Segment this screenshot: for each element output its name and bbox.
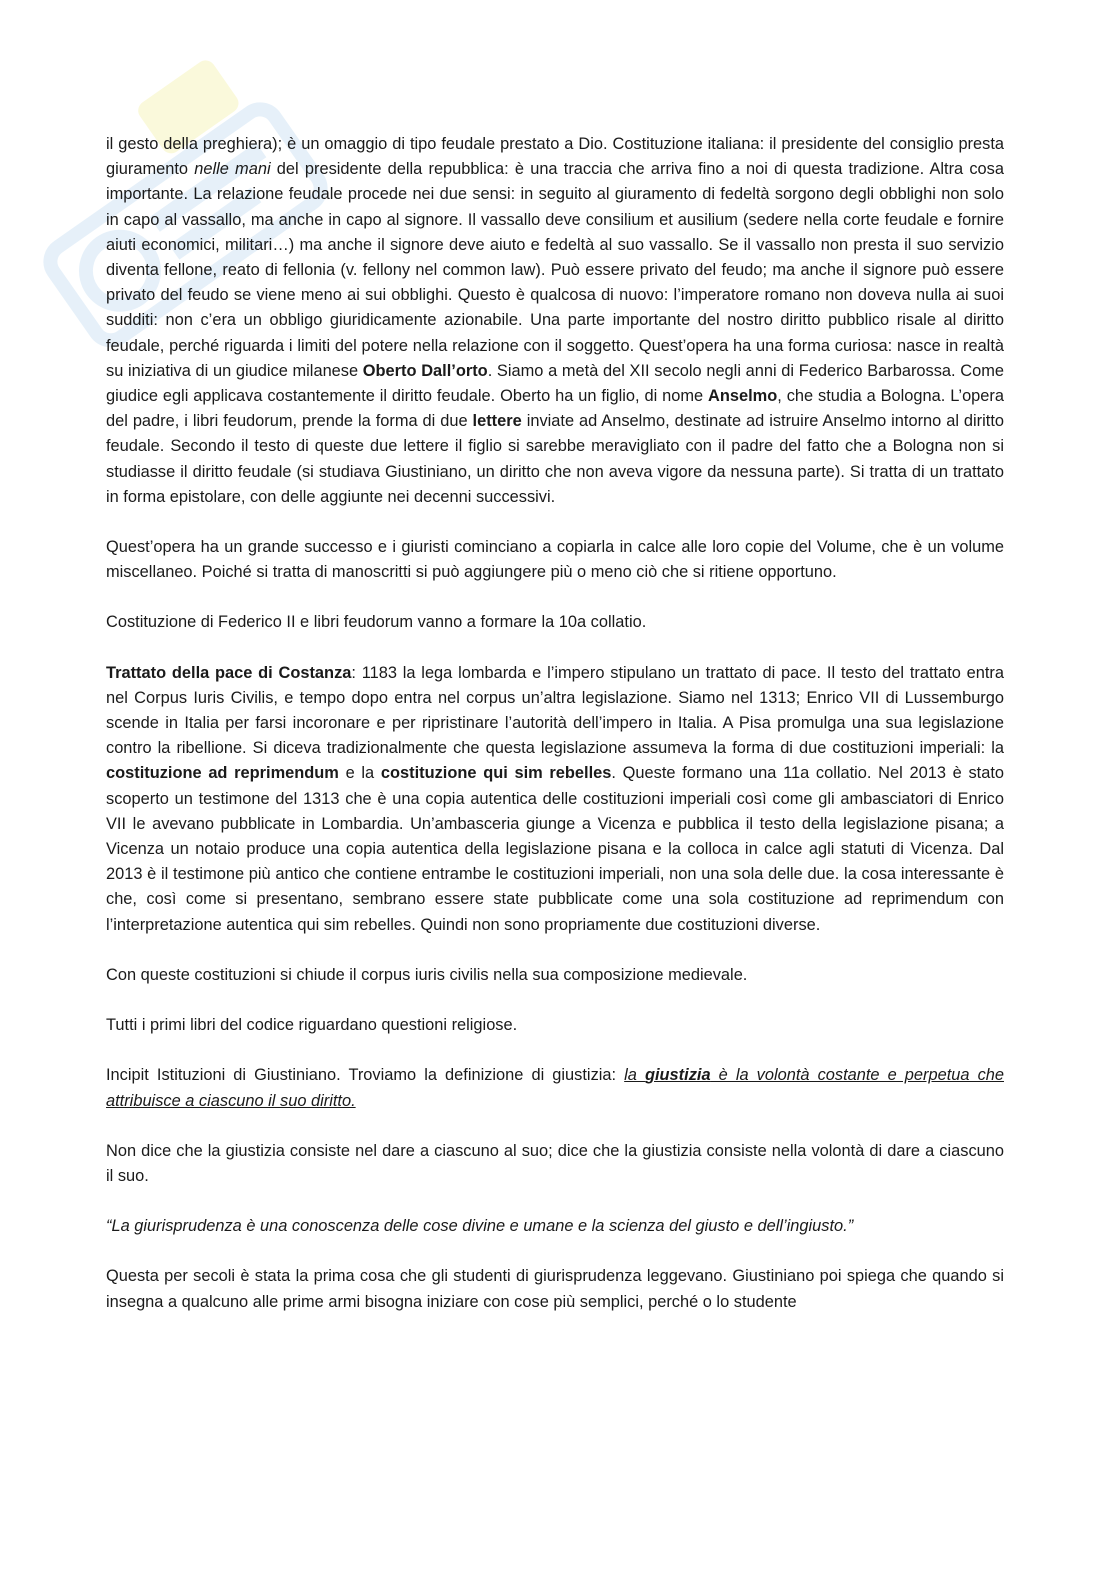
quote-giurisprudenza: “La giurisprudenza è una conoscenza delle cose divine e umane e la scienza del giusto e dell’ingiusto.” xyxy=(106,1217,854,1236)
heading-trattato-costanza: Trattato della pace di Costanza xyxy=(106,663,352,682)
paragraph-2: Quest’opera ha un grande successo e i giuristi cominciano a copiarla in calce alle loro copie del Volume, che è un volume miscellaneo. Poiché si tratta di manoscritti si può aggiungere più o meno ciò che si ritiene opportuno. xyxy=(106,538,1004,582)
bold-name-oberto: Oberto Dall’orto xyxy=(362,361,488,380)
bold-costituzione-qui-sim-rebelles: costituzione qui sim rebelles xyxy=(380,764,612,783)
paragraph-4: Trattato della pace di Costanza: 1183 la lega lombarda e l’impero stipulano un trattato di pace. Il testo del trattato entra nel Corpus Iuris Civilis, e tempo dopo entra nel corpus un’altra legislazione. Siamo nel 1313; Enrico VII di Lussemburgo scende in Italia per farsi incoronare e per ripristinare l’autorità dell’impero in Italia. A Pisa promulga una sua legislazione contro la ribellione. Si diceva tradizionalmente che questa legislazione assumeva la forma di due costituzioni imperiali: la costituzione ad reprimendum e la costituzione qui sim rebelles. Queste formano una 11a collatio. Nel 2013 è stato scoperto un testimone del 1313 che è una copia autentica delle costituzioni imperiali così come gli ambasciatori di Enrico VII le avevano pubblicate in Lombardia. Un’ambasceria giunge a Vicenza e pubblica il testo della legislazione pisana; a Vicenza un notaio produce una copia autentica della legislazione pisana e la colloca in calce agli statuti di Vicenza. Dal 2013 è il testimone più antico che contiene entrambe le costituzioni imperiali, non una sola delle due. la cosa interessante è che, così come si presentano, sembrano essere state pubblicate come una sola costituzione ad reprimendum con l’interpretazione autentica qui sim rebelles. Quindi non sono propriamente due costituzioni diverse. xyxy=(106,663,1005,934)
paragraph-5: Con queste costituzioni si chiude il corpus iuris civilis nella sua composizione medievale. xyxy=(106,965,748,984)
paragraph-3: Costituzione di Federico II e libri feudorum vanno a formare la 10a collatio. xyxy=(106,613,647,632)
paragraph-6: Tutti i primi libri del codice riguardano questioni religiose. xyxy=(106,1016,518,1035)
definition-giustizia: la giustizia è la volontà costante e perpetua che attribuisce a ciascuno il suo diritto. xyxy=(106,1066,1004,1110)
bold-costituzione-ad-reprimendum: costituzione ad reprimendum xyxy=(106,764,339,783)
document-body xyxy=(106,132,1004,1315)
bold-lettere: lettere xyxy=(472,412,522,431)
paragraph-7: Incipit Istituzioni di Giustiniano. Troviamo la definizione di giustizia: la giustizia è la volontà costante e perpetua che attribuisce a ciascuno il suo diritto. xyxy=(106,1066,1004,1110)
paragraph-10: Questa per secoli è stata la prima cosa che gli studenti di giurisprudenza leggevano. Giustiniano poi spiega che quando si insegna a qualcuno alle prime armi bisogna iniziare con cose più semplici, perché o lo studente xyxy=(106,1267,1004,1311)
paragraph-8: Non dice che la giustizia consiste nel dare a ciascuno al suo; dice che la giustizia consiste nella volontà di dare a ciascuno il suo. xyxy=(106,1141,1004,1185)
paragraph-1: il gesto della preghiera); è un omaggio di tipo feudale prestato a Dio. Costituzione italiana: il presidente del consiglio presta giuramento nelle mani del presidente della repubblica: è una traccia che arriva fino a noi di questa tradizione. Altra cosa importante. La relazione feudale procede nei due sensi: in seguito al giuramento di fedeltà sorgono degli obblighi non solo in capo al vassallo, ma anche in capo al signore. Il vassallo deve consilium et ausilium (sedere nella corte feudale e fornire aiuti economici, militari…) ma anche il signore deve aiuto e fedeltà al suo vassallo. Se il vassallo non presta il suo servizio diventa fellone, reato di fellonia (v. fellony nel common law). Può essere privato del feudo; ma anche il signore può essere privato del feudo se viene meno ai sui obblighi. Questo è qualcosa di nuovo: l’imperatore romano non doveva nulla ai suoi sudditi: non c’era un obbligo giuridicamente azionabile. Una parte importante del nostro diritto pubblico risale al diritto feudale, perché riguarda i limiti del potere nella relazione con il soggetto. Quest’opera ha una forma curiosa: nasce in realtà su iniziativa di un giudice milanese Oberto Dall’orto. Siamo a metà del XII secolo negli anni di Federico Barbarossa. Come giudice egli applicava costantemente il diritto feudale. Oberto ha un figlio, di nome Anselmo, che studia a Bologna. L’opera del padre, i libri feudorum, prende la forma di due lettere inviate ad Anselmo, destinate ad istruire Anselmo intorno al diritto feudale. Secondo il testo di queste due lettere il figlio si sarebbe meravigliato con il padre del fatto che a Bologna non si studiasse il diritto feudale (si studiava Giustiniano, un diritto che non aveva vigore da nessuna parte). Si tratta di un trattato in forma epistolare, con delle aggiunte nei decenni successivi. xyxy=(106,135,1004,506)
bold-name-anselmo: Anselmo xyxy=(708,387,778,406)
